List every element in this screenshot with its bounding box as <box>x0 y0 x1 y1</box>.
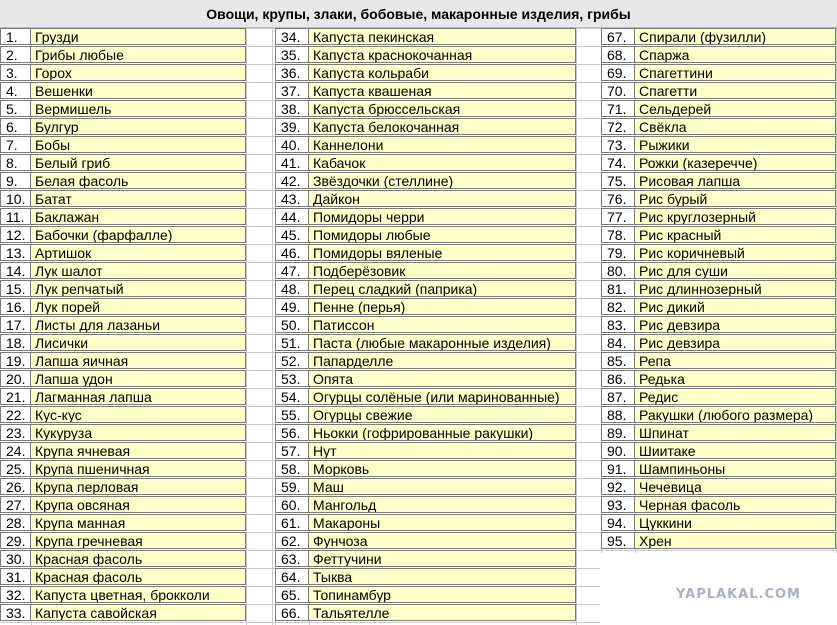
item-name-cell[interactable] <box>308 226 576 243</box>
item-name-text: Рис круглозерный <box>639 209 757 225</box>
item-name-text: Редька <box>639 371 685 387</box>
row-number-cell[interactable]: 26. <box>0 478 31 495</box>
row-number-cell[interactable]: 59. <box>275 478 309 495</box>
item-name-cell[interactable] <box>30 226 246 243</box>
row-number-cell[interactable]: 47. <box>275 262 309 279</box>
item-name-text: Паста (любые макаронные изделия) <box>313 335 551 351</box>
row-number-cell[interactable]: 20. <box>0 370 31 387</box>
item-name-cell[interactable] <box>30 262 246 279</box>
item-name-cell[interactable] <box>30 100 246 117</box>
row-number-cell[interactable]: 14. <box>0 262 31 279</box>
row-number-cell[interactable]: 91. <box>601 460 635 477</box>
item-name-text: Лук порей <box>35 299 101 315</box>
item-name-cell[interactable] <box>30 586 246 603</box>
item-name-cell[interactable] <box>308 406 576 423</box>
item-name-text: Капуста кольраби <box>313 65 429 81</box>
row-number-cell[interactable]: 31. <box>0 568 31 585</box>
item-name-text: Дайкон <box>313 191 360 207</box>
item-name-text: Свёкла <box>639 119 687 135</box>
item-name-cell[interactable] <box>308 568 576 585</box>
item-name-cell[interactable] <box>308 334 576 351</box>
item-name-cell[interactable] <box>308 460 576 477</box>
item-name-cell[interactable] <box>30 442 246 459</box>
item-name-text: Помидоры вяленые <box>313 245 443 261</box>
item-name-cell[interactable] <box>634 442 836 459</box>
item-name-cell[interactable] <box>634 226 836 243</box>
item-name-text: Рис бурый <box>639 191 708 207</box>
item-name-text: Помидоры черри <box>313 209 425 225</box>
row-number-cell[interactable]: 95. <box>601 532 635 549</box>
row-number-cell[interactable]: 44. <box>275 208 309 225</box>
item-name-cell[interactable] <box>308 586 576 603</box>
item-name-cell[interactable] <box>30 496 246 513</box>
item-name-text: Капуста савойская <box>35 605 157 621</box>
item-name-cell[interactable] <box>634 172 836 189</box>
item-name-cell[interactable] <box>30 334 246 351</box>
item-name-text: Рис дикий <box>639 299 705 315</box>
row-number-cell[interactable]: 29. <box>0 532 31 549</box>
item-name-text: Капуста цветная, брокколи <box>35 587 210 603</box>
row-number-cell[interactable]: 16. <box>0 298 31 315</box>
row-number-cell[interactable]: 21. <box>0 388 31 405</box>
item-name-text: Бобы <box>35 137 71 153</box>
row-number-cell[interactable]: 9. <box>0 172 31 189</box>
row-number-cell[interactable]: 34. <box>275 28 309 45</box>
item-name-text: Папарделле <box>313 353 394 369</box>
item-name-text: Рис длиннозерный <box>639 281 762 297</box>
row-number-cell[interactable]: 78. <box>601 226 635 243</box>
item-name-text: Лук репчатый <box>35 281 124 297</box>
row-number-cell[interactable]: 41. <box>275 154 309 171</box>
row-number-cell[interactable]: 74. <box>601 154 635 171</box>
item-name-text: Крупа перловая <box>35 479 139 495</box>
row-number-cell[interactable]: 60. <box>275 496 309 513</box>
item-name-text: Нут <box>313 443 337 459</box>
item-name-text: Ракушки (любого размера) <box>639 407 814 423</box>
item-name-text: Белый гриб <box>35 155 111 171</box>
item-name-text: Капуста пекинская <box>313 29 435 45</box>
item-name-cell[interactable] <box>634 388 836 405</box>
item-name-text: Листы для лазаньи <box>35 317 161 333</box>
item-name-cell[interactable] <box>634 118 836 135</box>
item-name-text: Репа <box>639 353 671 369</box>
item-name-text: Шпинат <box>639 425 689 441</box>
item-name-text: Горох <box>35 65 72 81</box>
item-name-text: Рис девзира <box>639 317 721 333</box>
row-number-cell[interactable]: 6. <box>0 118 31 135</box>
grid-area <box>0 28 837 625</box>
item-name-text: Опята <box>313 371 354 387</box>
item-name-cell[interactable] <box>634 424 836 441</box>
item-name-cell[interactable] <box>634 46 836 63</box>
item-name-text: Макароны <box>313 515 381 531</box>
row-number-cell[interactable]: 48. <box>275 280 309 297</box>
item-name-text: Вермишель <box>35 101 112 117</box>
item-name-cell[interactable] <box>30 406 246 423</box>
item-name-cell[interactable] <box>634 298 836 315</box>
item-name-cell[interactable] <box>30 532 246 549</box>
row-number-cell[interactable]: 8. <box>0 154 31 171</box>
item-name-text: Лапша яичная <box>35 353 129 369</box>
item-name-cell[interactable] <box>634 100 836 117</box>
row-number-cell[interactable]: 5. <box>0 100 31 117</box>
item-name-cell[interactable] <box>30 550 246 567</box>
item-name-text: Маш <box>313 479 344 495</box>
item-name-text: Патиссон <box>313 317 375 333</box>
item-name-cell[interactable] <box>634 316 836 333</box>
item-name-cell[interactable] <box>30 514 246 531</box>
row-number-cell[interactable]: 3. <box>0 64 31 81</box>
row-number-cell[interactable]: 17. <box>0 316 31 333</box>
item-name-text: Шампиньоны <box>639 461 726 477</box>
item-name-cell[interactable] <box>308 208 576 225</box>
row-number-cell[interactable]: 28. <box>0 514 31 531</box>
item-name-text: Подберёзовик <box>313 263 406 279</box>
row-number-cell[interactable]: 85. <box>601 352 635 369</box>
item-name-text: Крупа овсяная <box>35 497 130 513</box>
item-name-text: Спаржа <box>639 47 690 63</box>
item-name-text: Помидоры любые <box>313 227 431 243</box>
item-name-text: Чечевица <box>639 479 702 495</box>
item-name-text: Баклажан <box>35 209 100 225</box>
item-name-cell[interactable] <box>634 370 836 387</box>
row-number-cell[interactable]: 54. <box>275 388 309 405</box>
item-name-cell[interactable] <box>308 352 576 369</box>
row-number-cell[interactable]: 55. <box>275 406 309 423</box>
row-number-cell[interactable]: 10. <box>0 190 31 207</box>
item-name-cell[interactable] <box>308 46 576 63</box>
item-name-cell[interactable] <box>308 280 576 297</box>
item-name-cell[interactable] <box>308 604 576 621</box>
item-name-cell[interactable] <box>30 352 246 369</box>
item-name-cell[interactable] <box>30 460 246 477</box>
item-name-cell[interactable] <box>634 352 836 369</box>
row-number-cell[interactable]: 58. <box>275 460 309 477</box>
item-name-text: Тыква <box>313 569 353 585</box>
item-name-text: Красная фасоль <box>35 551 143 567</box>
item-name-text: Топинамбур <box>313 587 391 603</box>
item-name-text: Лисички <box>35 335 89 351</box>
item-name-text: Капуста брюссельская <box>313 101 461 117</box>
item-name-cell[interactable] <box>634 64 836 81</box>
row-number-cell[interactable]: 63. <box>275 550 309 567</box>
row-number-cell[interactable]: 46. <box>275 244 309 261</box>
item-name-text: Кус-кус <box>35 407 82 423</box>
row-number-cell[interactable]: 43. <box>275 190 309 207</box>
item-name-text: Лапша удон <box>35 371 113 387</box>
row-number-cell[interactable]: 11. <box>0 208 31 225</box>
item-name-text: Лагманная лапша <box>35 389 152 405</box>
item-name-cell[interactable] <box>634 460 836 477</box>
item-name-cell[interactable] <box>634 208 836 225</box>
item-name-text: Перец сладкий (паприка) <box>313 281 478 297</box>
item-name-cell[interactable] <box>308 154 576 171</box>
item-name-cell[interactable] <box>308 550 576 567</box>
row-number-cell[interactable]: 81. <box>601 280 635 297</box>
item-name-cell[interactable] <box>308 190 576 207</box>
item-name-text: Пенне (перья) <box>313 299 406 315</box>
item-name-cell[interactable] <box>30 244 246 261</box>
item-name-text: Хрен <box>639 533 672 549</box>
item-name-cell[interactable] <box>308 298 576 315</box>
row-number-cell[interactable]: 33. <box>0 604 31 621</box>
item-name-text: Белая фасоль <box>35 173 129 189</box>
row-number-cell[interactable]: 65. <box>275 586 309 603</box>
row-number-cell[interactable]: 53. <box>275 370 309 387</box>
row-number-cell[interactable]: 40. <box>275 136 309 153</box>
item-name-cell[interactable] <box>308 262 576 279</box>
item-name-text: Крупа пшеничная <box>35 461 150 477</box>
item-name-cell[interactable] <box>634 190 836 207</box>
item-name-cell[interactable] <box>634 82 836 99</box>
item-name-cell[interactable] <box>30 172 246 189</box>
item-name-cell[interactable] <box>308 388 576 405</box>
item-name-text: Огурцы свежие <box>313 407 413 423</box>
item-name-text: Цуккини <box>639 515 692 531</box>
row-number-cell[interactable]: 64. <box>275 568 309 585</box>
item-name-cell[interactable] <box>634 478 836 495</box>
item-name-text: Крупа гречневая <box>35 533 143 549</box>
row-number-cell[interactable]: 62. <box>275 532 309 549</box>
item-name-text: Рис красный <box>639 227 722 243</box>
row-number-cell[interactable]: 49. <box>275 298 309 315</box>
item-name-cell[interactable] <box>30 190 246 207</box>
item-name-text: Красная фасоль <box>35 569 143 585</box>
item-name-cell[interactable] <box>30 28 246 45</box>
row-number-cell[interactable]: 7. <box>0 136 31 153</box>
row-number-cell[interactable]: 2. <box>0 46 31 63</box>
item-name-cell[interactable] <box>634 514 836 531</box>
item-name-text: Мангольд <box>313 497 377 513</box>
item-name-text: Лук шалот <box>35 263 103 279</box>
item-name-cell[interactable] <box>308 316 576 333</box>
item-name-text: Каннелони <box>313 137 384 153</box>
item-name-cell[interactable] <box>308 442 576 459</box>
item-name-text: Ньокки (гофрированные ракушки) <box>313 425 534 441</box>
item-name-text: Рожки (казеречче) <box>639 155 758 171</box>
row-number-cell[interactable]: 69. <box>601 64 635 81</box>
item-name-text: Артишок <box>35 245 92 261</box>
item-name-cell[interactable] <box>634 532 836 549</box>
row-number-cell[interactable]: 72. <box>601 118 635 135</box>
item-name-cell[interactable] <box>308 514 576 531</box>
row-number-cell[interactable]: 42. <box>275 172 309 189</box>
item-name-text: Звёздочки (стеллине) <box>313 173 454 189</box>
item-name-cell[interactable] <box>30 388 246 405</box>
row-number-cell[interactable]: 52. <box>275 352 309 369</box>
item-name-cell[interactable] <box>30 424 246 441</box>
row-number-cell[interactable]: 79. <box>601 244 635 261</box>
item-name-cell[interactable] <box>30 82 246 99</box>
item-name-cell[interactable] <box>308 532 576 549</box>
item-name-cell[interactable] <box>30 118 246 135</box>
item-name-text: Спирали (фузилли) <box>639 29 767 45</box>
item-name-cell[interactable] <box>634 244 836 261</box>
item-name-cell[interactable] <box>308 424 576 441</box>
item-name-cell[interactable] <box>30 568 246 585</box>
row-number-cell[interactable]: 77. <box>601 208 635 225</box>
item-name-cell[interactable] <box>308 82 576 99</box>
row-number-cell[interactable]: 75. <box>601 172 635 189</box>
row-number-cell[interactable]: 70. <box>601 82 635 99</box>
row-number-cell[interactable]: 86. <box>601 370 635 387</box>
row-number-cell[interactable]: 82. <box>601 298 635 315</box>
row-number-cell[interactable]: 56. <box>275 424 309 441</box>
row-number-cell[interactable]: 24. <box>0 442 31 459</box>
item-name-text: Крупа ячневая <box>35 443 131 459</box>
item-name-cell[interactable] <box>30 316 246 333</box>
item-name-cell[interactable] <box>634 496 836 513</box>
row-number-cell[interactable]: 61. <box>275 514 309 531</box>
item-name-cell[interactable] <box>308 478 576 495</box>
item-name-text: Редис <box>639 389 679 405</box>
item-name-cell[interactable] <box>30 136 246 153</box>
item-name-text: Черная фасоль <box>639 497 741 513</box>
item-name-text: Рис для суши <box>639 263 728 279</box>
item-name-text: Морковь <box>313 461 370 477</box>
item-name-cell[interactable] <box>30 154 246 171</box>
row-number-cell[interactable]: 90. <box>601 442 635 459</box>
item-name-cell[interactable] <box>634 280 836 297</box>
item-name-text: Капуста краснокочанная <box>313 47 473 63</box>
item-name-text: Грузди <box>35 29 79 45</box>
item-name-text: Шиитаке <box>639 443 696 459</box>
item-name-cell[interactable] <box>30 46 246 63</box>
item-name-text: Рис девзира <box>639 335 721 351</box>
row-number-cell[interactable]: 18. <box>0 334 31 351</box>
row-number-cell[interactable]: 22. <box>0 406 31 423</box>
item-name-text: Крупа манная <box>35 515 126 531</box>
row-number-cell[interactable]: 38. <box>275 100 309 117</box>
row-number-cell[interactable]: 37. <box>275 82 309 99</box>
item-name-cell[interactable] <box>308 28 576 45</box>
row-number-cell[interactable]: 27. <box>0 496 31 513</box>
row-number-cell[interactable]: 87. <box>601 388 635 405</box>
watermark: YAPLAKAL.COM <box>676 587 801 602</box>
item-name-text: Булгур <box>35 119 79 135</box>
row-number-cell[interactable]: 50. <box>275 316 309 333</box>
row-number-cell[interactable]: 4. <box>0 82 31 99</box>
row-number-cell[interactable]: 45. <box>275 226 309 243</box>
item-name-text: Вешенки <box>35 83 93 99</box>
item-name-text: Рисовая лапша <box>639 173 741 189</box>
item-name-text: Рыжики <box>639 137 690 153</box>
row-number-cell[interactable]: 32. <box>0 586 31 603</box>
row-number-cell[interactable]: 13. <box>0 244 31 261</box>
row-number-cell[interactable]: 84. <box>601 334 635 351</box>
row-number-cell[interactable]: 19. <box>0 352 31 369</box>
item-name-cell[interactable] <box>30 370 246 387</box>
page-title: Овощи, крупы, злаки, бобовые, макаронные изделия, грибы <box>206 5 631 22</box>
item-name-cell[interactable] <box>308 172 576 189</box>
item-name-text: Спагеттини <box>639 65 713 81</box>
row-number-cell[interactable]: 12. <box>0 226 31 243</box>
item-name-text: Кабачок <box>313 155 366 171</box>
row-number-cell[interactable]: 66. <box>275 604 309 621</box>
item-name-cell[interactable] <box>308 100 576 117</box>
item-name-cell[interactable] <box>30 280 246 297</box>
row-number-cell[interactable]: 51. <box>275 334 309 351</box>
row-number-cell[interactable]: 73. <box>601 136 635 153</box>
row-number-cell[interactable]: 76. <box>601 190 635 207</box>
item-name-text: Бабочки (фарфалле) <box>35 227 173 243</box>
item-name-cell[interactable] <box>634 154 836 171</box>
row-number-cell[interactable]: 94. <box>601 514 635 531</box>
row-number-cell[interactable]: 36. <box>275 64 309 81</box>
row-number-cell[interactable]: 93. <box>601 496 635 513</box>
item-name-cell[interactable] <box>308 118 576 135</box>
item-name-cell[interactable] <box>308 370 576 387</box>
item-name-cell[interactable] <box>30 208 246 225</box>
item-name-cell[interactable] <box>634 28 836 45</box>
item-name-text: Огурцы солёные (или маринованные) <box>313 389 560 405</box>
row-number-cell[interactable]: 88. <box>601 406 635 423</box>
item-name-cell[interactable] <box>308 244 576 261</box>
item-name-text: Батат <box>35 191 72 207</box>
row-number-cell[interactable]: 39. <box>275 118 309 135</box>
row-number-cell[interactable]: 57. <box>275 442 309 459</box>
header-cell[interactable] <box>0 0 837 28</box>
item-name-cell[interactable] <box>308 136 576 153</box>
item-name-text: Капуста квашеная <box>313 83 432 99</box>
item-name-cell[interactable] <box>308 64 576 81</box>
item-name-text: Фунчоза <box>313 533 368 549</box>
item-name-text: Спагетти <box>639 83 698 99</box>
item-name-cell[interactable] <box>634 334 836 351</box>
item-name-text: Кукуруза <box>35 425 93 441</box>
row-number-cell[interactable]: 92. <box>601 478 635 495</box>
item-name-text: Тальятелле <box>313 605 390 621</box>
row-number-cell[interactable]: 71. <box>601 100 635 117</box>
item-name-cell[interactable] <box>30 604 246 621</box>
item-name-text: Феттучини <box>313 551 382 567</box>
row-number-cell[interactable]: 15. <box>0 280 31 297</box>
item-name-cell[interactable] <box>30 298 246 315</box>
row-number-cell[interactable]: 30. <box>0 550 31 567</box>
row-number-cell[interactable]: 83. <box>601 316 635 333</box>
row-number-cell[interactable]: 1. <box>0 28 31 45</box>
item-name-cell[interactable] <box>634 136 836 153</box>
item-name-cell[interactable] <box>30 64 246 81</box>
item-name-cell[interactable] <box>30 478 246 495</box>
row-number-cell[interactable]: 25. <box>0 460 31 477</box>
row-number-cell[interactable]: 80. <box>601 262 635 279</box>
row-number-cell[interactable]: 23. <box>0 424 31 441</box>
row-number-cell[interactable]: 89. <box>601 424 635 441</box>
item-name-text: Рис коричневый <box>639 245 745 261</box>
row-number-cell[interactable]: 35. <box>275 46 309 63</box>
item-name-text: Сельдерей <box>639 101 712 117</box>
item-name-text: Капуста белокочанная <box>313 119 460 135</box>
row-number-cell[interactable]: 68. <box>601 46 635 63</box>
row-number-cell[interactable]: 67. <box>601 28 635 45</box>
item-name-cell[interactable] <box>308 496 576 513</box>
item-name-cell[interactable] <box>634 262 836 279</box>
item-name-cell[interactable] <box>634 406 836 423</box>
item-name-text: Грибы любые <box>35 47 124 63</box>
